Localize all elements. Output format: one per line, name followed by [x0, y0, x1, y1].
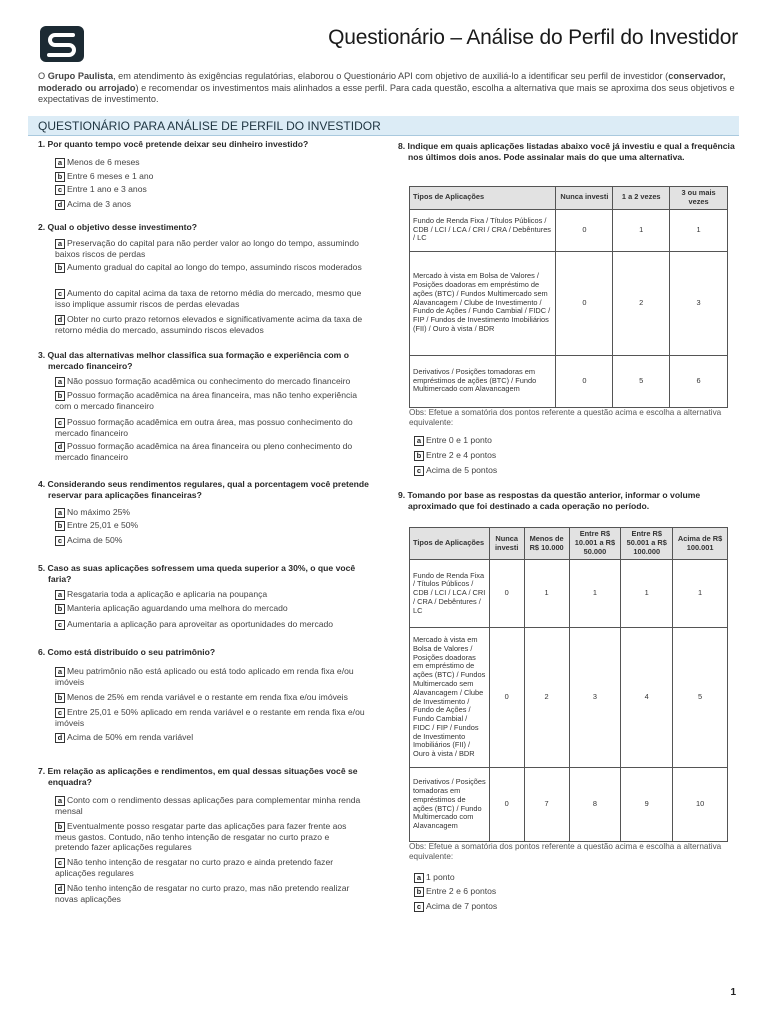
- question-4-text: 4. Considerando seus rendimentos regulares, qual a porcentagem você pretende reservar para aplicações financeiras?: [38, 479, 369, 500]
- application-type-cell: Derivativos / Posições tomadoras em empréstimos de ações (BTC) / Fundo Multimercado com Alavancagem: [410, 768, 490, 842]
- option-text: Entre 25,01 e 50%: [67, 520, 139, 530]
- question-5: [38, 563, 373, 584]
- option-a[interactable]: [55, 589, 365, 600]
- option-letter-box[interactable]: b: [55, 263, 65, 273]
- points-cell[interactable]: 0: [489, 628, 524, 768]
- section-banner: [28, 116, 739, 136]
- points-cell[interactable]: 1: [621, 560, 673, 628]
- question-2: [38, 222, 373, 233]
- option-letter-box[interactable]: d: [55, 200, 65, 210]
- points-cell[interactable]: 8: [569, 768, 621, 842]
- question-9-obs: Obs: Efetue a somatória dos pontos referente a questão acima e escolha a alternativa equivalente:: [409, 842, 722, 861]
- option-text: Resgataria toda a aplicação e aplicaria na poupança: [67, 589, 268, 599]
- application-type-cell: Mercado à vista em Bolsa de Valores / Posições doadoras em empréstimo de ações (BTC) / Fundos Multimercado sem Alavancagem / Clube de Investimento / Fundo de Ações / Fundo Cambial / FIDC / FIP / Fundos de Investimento Imobiliários (FII) / Ouro à vista / BDR: [410, 251, 556, 355]
- option-text: Entre 25,01 e 50% aplicado em renda variável e o restante em renda fixa e/ou imóveis: [55, 707, 365, 728]
- points-cell[interactable]: 2: [524, 628, 569, 768]
- option-text: Conto com o rendimento dessas aplicações para complementar minha renda mensal: [55, 795, 361, 816]
- option-letter-box[interactable]: b: [55, 822, 65, 832]
- question-3-text: 3. Qual das alternativas melhor classifica sua formação e experiência com o mercado financeiro?: [38, 350, 349, 371]
- option-text: Acima de 50% em renda variável: [67, 732, 194, 742]
- points-cell[interactable]: 5: [673, 628, 728, 768]
- table-header-cell: Nunca investi: [556, 187, 613, 210]
- table-header-cell: 3 ou mais vezes: [670, 187, 728, 210]
- question-9-text: 9. Tomando por base as respostas da questão anterior, informar o volume aproximado que foi destinado a cada operação no período.: [398, 490, 701, 511]
- option-letter-box[interactable]: d: [55, 315, 65, 325]
- points-cell[interactable]: 0: [556, 209, 613, 251]
- option-d[interactable]: [55, 314, 365, 335]
- option-text: Obter no curto prazo retornos elevados e significativamente acima da taxa de retorno média do mercado, assumindo riscos elevados: [55, 314, 363, 335]
- question-5-text: 5. Caso as suas aplicações sofressem uma queda superior a 30%, o que você faria?: [38, 563, 356, 584]
- points-cell[interactable]: 3: [569, 628, 621, 768]
- application-type-cell: Derivativos / Posições tomadoras em empréstimos de ações (BTC) / Fundo Multimercado com Alavancagem: [410, 355, 556, 407]
- option-text: 1 ponto: [426, 872, 455, 882]
- option-b[interactable]: [55, 520, 365, 531]
- points-cell[interactable]: 1: [673, 560, 728, 628]
- question-6: [38, 647, 373, 658]
- option-c[interactable]: [414, 901, 714, 912]
- option-letter-box[interactable]: a: [414, 873, 424, 883]
- intro-text-run: ) e recomendar os investimentos mais alinhados a esse perfil. Para cada questão, escolha a alternativa que mais se aproxima dos seus objetivos e expectativas de investimento.: [38, 82, 735, 104]
- option-d[interactable]: [55, 732, 365, 743]
- option-a[interactable]: [414, 872, 714, 883]
- table-row: [410, 628, 728, 768]
- option-text: Possuo formação acadêmica em outra área, mas possuo conhecimento do mercado financeiro: [55, 417, 353, 438]
- option-text: Aumentaria a aplicação para aproveitar as oportunidades do mercado: [67, 619, 334, 629]
- option-c[interactable]: [55, 619, 365, 630]
- option-text: Meu patrimônio não está aplicado ou está todo aplicado em renda fixa e/ou imóveis: [55, 666, 354, 687]
- table-header-cell: Entre R$ 10.001 a R$ 50.000: [569, 528, 621, 560]
- application-type-cell: Fundo de Renda Fixa / Títulos Públicos / CDB / LCI / LCA / CRI / CRA / Debêntures / LC: [410, 209, 556, 251]
- option-letter-box[interactable]: c: [414, 902, 424, 912]
- question-6-text: 6. Como está distribuído o seu patrimônio?: [38, 647, 216, 657]
- option-b[interactable]: [55, 390, 365, 411]
- option-d[interactable]: [55, 441, 365, 462]
- option-text: Preservação do capital para não perder valor ao longo do tempo, assumindo baixos riscos de perdas: [55, 238, 359, 259]
- option-c[interactable]: [55, 417, 365, 438]
- question-8: [398, 141, 738, 162]
- option-a[interactable]: [55, 795, 365, 816]
- option-letter-box[interactable]: d: [55, 884, 65, 894]
- option-a[interactable]: [55, 507, 365, 518]
- option-text: No máximo 25%: [67, 507, 131, 517]
- option-text: Menos de 25% em renda variável e o restante em renda fixa e/ou imóveis: [67, 692, 348, 702]
- option-b[interactable]: [414, 886, 714, 897]
- option-b[interactable]: [55, 821, 365, 853]
- option-text: Acima de 3 anos: [67, 199, 132, 209]
- points-cell[interactable]: 6: [670, 355, 728, 407]
- table-row: [410, 768, 728, 842]
- page-number: 1: [730, 987, 736, 998]
- question-9: [398, 490, 738, 511]
- question-9-table: [409, 527, 728, 842]
- option-text: Não tenho intenção de resgatar no curto prazo e ainda pretendo fazer aplicações regulares: [55, 857, 334, 878]
- option-c[interactable]: [414, 465, 714, 476]
- option-letter-box[interactable]: a: [55, 796, 65, 806]
- question-7-text: 7. Em relação as aplicações e rendimentos, em qual dessas situações você se enquadra?: [38, 766, 358, 787]
- question-4: [38, 479, 373, 500]
- option-letter-box[interactable]: a: [55, 590, 65, 600]
- option-c[interactable]: [55, 535, 365, 546]
- intro-text-run: O: [38, 71, 48, 81]
- option-letter-box[interactable]: c: [414, 466, 424, 476]
- option-text: Acima de 50%: [67, 535, 123, 545]
- table-header-cell: Nunca investi: [489, 528, 524, 560]
- option-letter-box[interactable]: c: [55, 536, 65, 546]
- points-cell[interactable]: 2: [613, 251, 670, 355]
- intro-text-run: Grupo Paulista: [47, 71, 114, 81]
- option-letter-box[interactable]: b: [55, 604, 65, 614]
- option-text: Aumento do capital acima da taxa de retorno média do mercado, mesmo que isso implique assumir riscos de perdas elevadas: [55, 288, 362, 309]
- option-text: Entre 0 e 1 ponto: [426, 435, 492, 445]
- application-type-cell: Mercado à vista em Bolsa de Valores / Posições doadoras em empréstimo de ações (BTC) / Fundos Multimercado sem Alavancagem / Clube de Investimento / Fundo de Ações / Fundo Cambial / FIDC / FIP / Fundos de Investimento Imobiliários (FII) / Ouro à vista / BDR: [410, 628, 490, 768]
- table-header-cell: 1 a 2 vezes: [613, 187, 670, 210]
- option-text: Acima de 5 pontos: [426, 465, 498, 475]
- option-letter-box[interactable]: c: [55, 418, 65, 428]
- company-logo: [40, 26, 84, 62]
- option-letter-box[interactable]: b: [55, 521, 65, 531]
- option-text: Entre 6 meses e 1 ano: [67, 171, 154, 181]
- option-c[interactable]: [55, 707, 365, 728]
- option-b[interactable]: [55, 692, 365, 703]
- page-title: Questionário – Análise do Perfil do Investidor: [328, 26, 738, 49]
- table-row: [410, 355, 728, 407]
- points-cell[interactable]: 1: [613, 209, 670, 251]
- question-7: [38, 766, 373, 787]
- option-letter-box[interactable]: a: [55, 667, 65, 677]
- option-a[interactable]: [55, 376, 365, 387]
- points-cell[interactable]: 5: [613, 355, 670, 407]
- option-b[interactable]: [414, 450, 714, 461]
- intro-paragraph: [38, 71, 742, 106]
- question-1-text: 1. Por quanto tempo você pretende deixar seu dinheiro investido?: [38, 139, 309, 149]
- option-letter-box[interactable]: a: [55, 377, 65, 387]
- option-text: Possuo formação acadêmica na área financeira, mas não tenho experiência com o mercado financeiro: [55, 390, 357, 411]
- option-text: Não tenho intenção de resgatar no curto prazo, mas não pretendo realizar novas aplicações: [55, 883, 350, 904]
- option-letter-box[interactable]: a: [55, 239, 65, 249]
- table-header-cell: Acima de R$ 100.001: [673, 528, 728, 560]
- option-a[interactable]: [414, 435, 714, 446]
- option-a[interactable]: [55, 157, 365, 168]
- points-cell[interactable]: 0: [556, 355, 613, 407]
- option-letter-box[interactable]: a: [55, 508, 65, 518]
- option-b[interactable]: [55, 171, 365, 182]
- option-letter-box[interactable]: b: [414, 887, 424, 897]
- option-letter-box[interactable]: b: [55, 693, 65, 703]
- option-letter-box[interactable]: c: [55, 185, 65, 195]
- option-text: Manteria aplicação aguardando uma melhora do mercado: [67, 603, 288, 613]
- option-text: Menos de 6 meses: [67, 157, 140, 167]
- option-text: Não possuo formação acadêmica ou conhecimento do mercado financeiro: [67, 376, 351, 386]
- option-c[interactable]: [55, 184, 365, 195]
- table-row: [410, 251, 728, 355]
- option-letter-box[interactable]: b: [55, 172, 65, 182]
- intro-text-run: , em atendimento às exigências regulatórias, elaborou o Questionário API com objetivo de auxiliá-lo a identificar seu perfil de investidor (: [113, 71, 669, 81]
- intro-text-run: conservador, moderado ou arrojado: [38, 71, 726, 93]
- option-letter-box[interactable]: c: [55, 858, 65, 868]
- option-letter-box[interactable]: c: [55, 708, 65, 718]
- points-cell[interactable]: 7: [524, 768, 569, 842]
- table-row: [410, 560, 728, 628]
- option-a[interactable]: [55, 238, 365, 259]
- option-letter-box[interactable]: b: [55, 391, 65, 401]
- option-letter-box[interactable]: d: [55, 442, 65, 452]
- points-cell[interactable]: 1: [524, 560, 569, 628]
- points-cell[interactable]: 0: [489, 768, 524, 842]
- option-text: Entre 2 e 4 pontos: [426, 450, 497, 460]
- points-cell[interactable]: 1: [670, 209, 728, 251]
- question-1: [38, 139, 373, 150]
- table-header-row: [410, 528, 728, 560]
- table-row: [410, 209, 728, 251]
- option-text: Entre 2 e 6 pontos: [426, 886, 497, 896]
- table-header-cell: Tipos de Aplicações: [410, 528, 490, 560]
- option-text: Acima de 7 pontos: [426, 901, 498, 911]
- points-cell[interactable]: 3: [670, 251, 728, 355]
- question-3: [38, 350, 373, 371]
- points-cell[interactable]: 1: [569, 560, 621, 628]
- question-8-table: [409, 186, 728, 408]
- option-text: Entre 1 ano e 3 anos: [67, 184, 147, 194]
- points-cell[interactable]: 10: [673, 768, 728, 842]
- option-text: Eventualmente posso resgatar parte das aplicações para fazer frente aos meus gastos. Contudo, não tenho intenção de resgatar no curto prazo e pretendo fazer aplicações regulares: [55, 821, 347, 853]
- section-title: QUESTIONÁRIO PARA ANÁLISE DE PERFIL DO INVESTIDOR: [38, 119, 381, 133]
- option-letter-box[interactable]: a: [414, 436, 424, 446]
- question-8-text: 8. Indique em quais aplicações listadas abaixo você já investiu e qual a frequência nos últimos dois anos. Pode assinalar mais do que uma alternativa.: [398, 141, 735, 162]
- table-header-cell: Tipos de Aplicações: [410, 187, 556, 210]
- option-b[interactable]: [55, 262, 365, 273]
- points-cell[interactable]: 0: [489, 560, 524, 628]
- option-c[interactable]: [55, 857, 365, 878]
- table-header-cell: Menos de R$ 10.000: [524, 528, 569, 560]
- option-c[interactable]: [55, 288, 365, 309]
- table-header-cell: Entre R$ 50.001 a R$ 100.000: [621, 528, 673, 560]
- points-cell[interactable]: 9: [621, 768, 673, 842]
- option-text: Possuo formação acadêmica na área financeira ou pleno conhecimento do mercado financeiro: [55, 441, 353, 462]
- table-header-row: [410, 187, 728, 210]
- option-letter-box[interactable]: b: [414, 451, 424, 461]
- application-type-cell: Fundo de Renda Fixa / Títulos Públicos / CDB / LCI / LCA / CRI / CRA / Debêntures / LC: [410, 560, 490, 628]
- option-d[interactable]: [55, 883, 365, 904]
- option-b[interactable]: [55, 603, 365, 614]
- question-2-text: 2. Qual o objetivo desse investimento?: [38, 222, 198, 232]
- points-cell[interactable]: 0: [556, 251, 613, 355]
- option-a[interactable]: [55, 666, 365, 687]
- option-letter-box[interactable]: c: [55, 620, 65, 630]
- option-d[interactable]: [55, 199, 365, 210]
- option-letter-box[interactable]: d: [55, 733, 65, 743]
- option-letter-box[interactable]: a: [55, 158, 65, 168]
- option-text: Aumento gradual do capital ao longo do tempo, assumindo riscos moderados: [67, 262, 362, 272]
- question-8-obs: Obs: Efetue a somatória dos pontos referente a questão acima e escolha a alternativa equivalente:: [409, 408, 722, 427]
- points-cell[interactable]: 4: [621, 628, 673, 768]
- option-letter-box[interactable]: c: [55, 289, 65, 299]
